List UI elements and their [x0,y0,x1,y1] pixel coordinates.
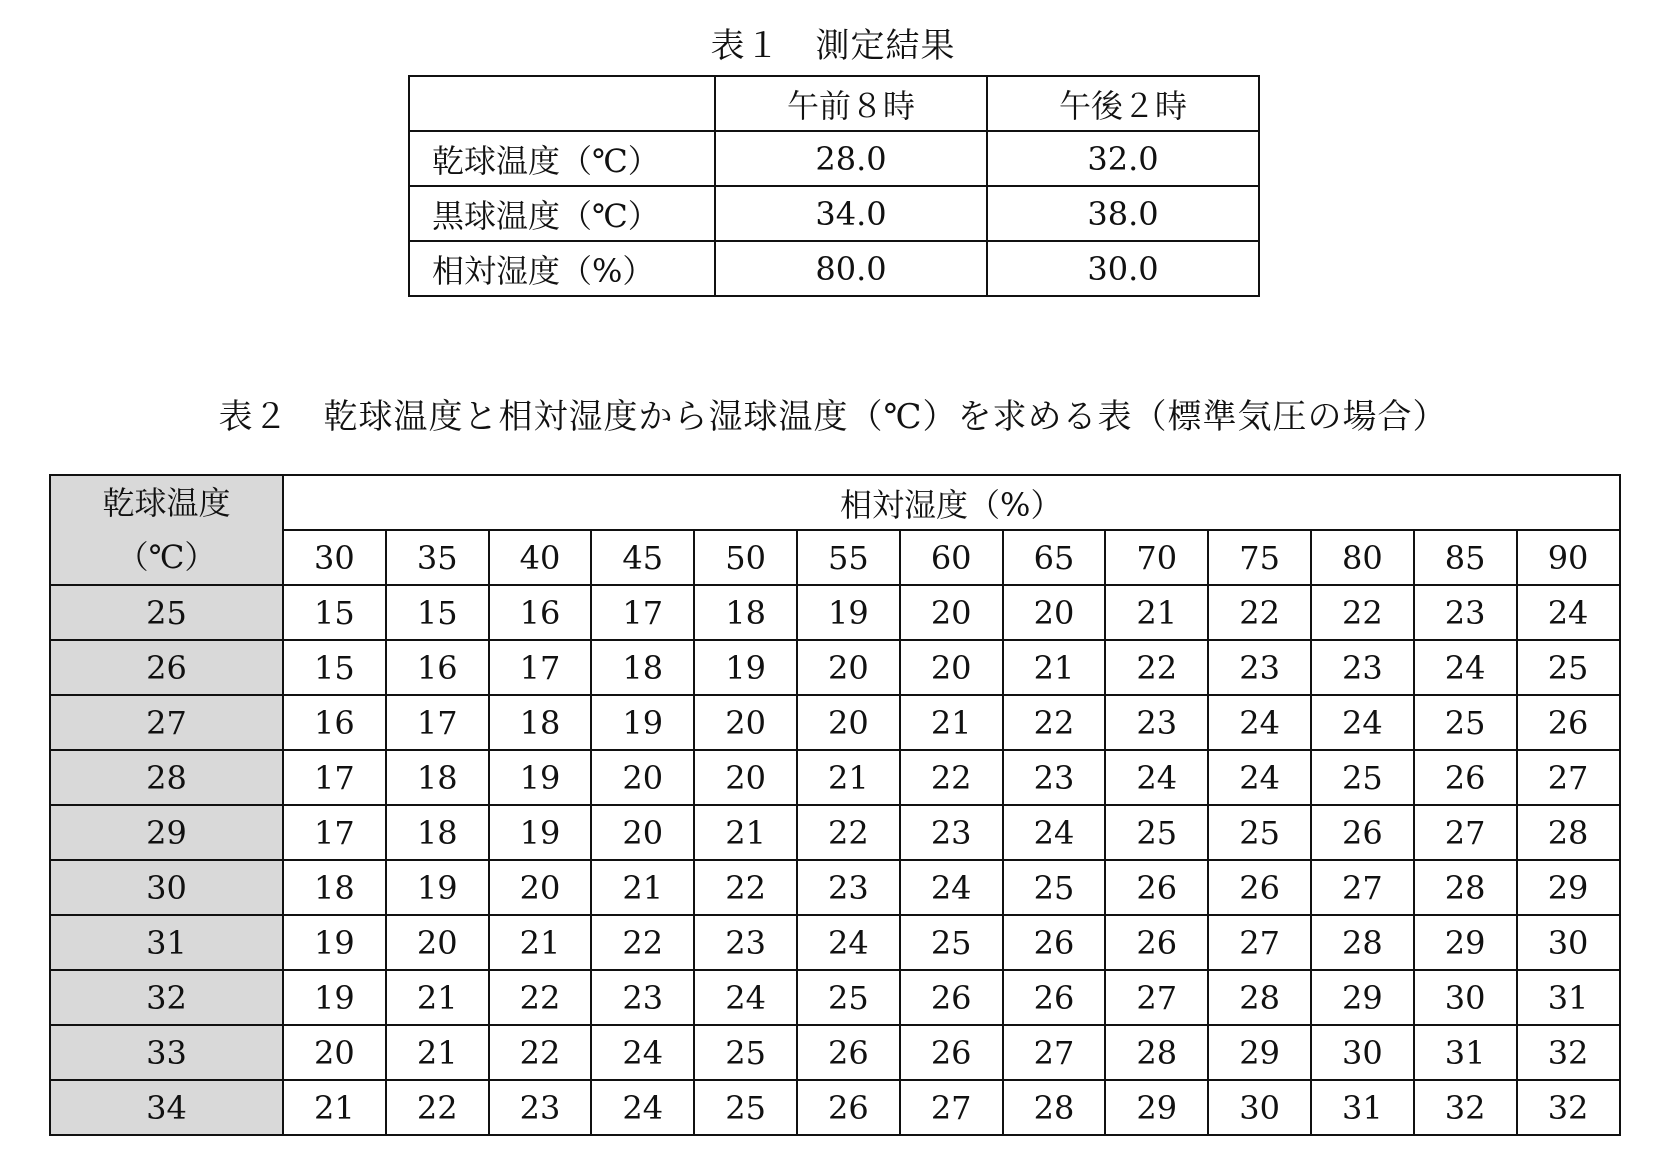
wet-bulb-cell: 23 [1311,640,1414,695]
wet-bulb-cell: 29 [1105,1080,1208,1135]
table1-cell: 30.0 [987,241,1259,296]
table1-row [409,241,1259,296]
table1-cell: 34.0 [715,186,987,241]
table1-row-label: 乾球温度（℃） [409,131,715,186]
wet-bulb-cell: 23 [1208,640,1311,695]
wet-bulb-cell: 22 [489,1025,592,1080]
table1-corner-cell [409,76,715,131]
wet-bulb-cell: 18 [591,640,694,695]
table-row [50,1080,1620,1135]
wet-bulb-cell: 16 [386,640,489,695]
wet-bulb-cell: 26 [1517,695,1620,750]
wet-bulb-cell: 26 [900,1025,1003,1080]
wet-bulb-cell: 19 [591,695,694,750]
wet-bulb-cell: 16 [283,695,386,750]
wet-bulb-cell: 24 [1311,695,1414,750]
wet-bulb-cell: 19 [694,640,797,695]
wet-bulb-cell: 19 [489,805,592,860]
wet-bulb-cell: 20 [386,915,489,970]
wet-bulb-cell: 25 [694,1025,797,1080]
wet-bulb-cell: 24 [591,1025,694,1080]
wet-bulb-cell: 23 [1105,695,1208,750]
table1-cell: 32.0 [987,131,1259,186]
wet-bulb-cell: 20 [283,1025,386,1080]
wet-bulb-cell: 28 [1208,970,1311,1025]
table1-row [409,186,1259,241]
wet-bulb-cell: 16 [489,585,592,640]
wet-bulb-cell: 15 [386,585,489,640]
wet-bulb-cell: 22 [1208,585,1311,640]
wet-bulb-cell: 31 [1517,970,1620,1025]
wet-bulb-cell: 25 [1003,860,1106,915]
dry-bulb-row-label: 33 [50,1025,283,1080]
humidity-column-header: 50 [694,530,797,585]
wet-bulb-cell: 26 [797,1080,900,1135]
wet-bulb-cell: 25 [900,915,1003,970]
wet-bulb-cell: 19 [489,750,592,805]
wet-bulb-cell: 26 [1105,860,1208,915]
wet-bulb-cell: 27 [1414,805,1517,860]
wet-bulb-cell: 32 [1517,1080,1620,1135]
wet-bulb-cell: 24 [1208,695,1311,750]
wet-bulb-cell: 24 [694,970,797,1025]
dry-bulb-row-label: 25 [50,585,283,640]
wet-bulb-cell: 22 [694,860,797,915]
wet-bulb-cell: 18 [386,750,489,805]
wet-bulb-cell: 21 [797,750,900,805]
wet-bulb-cell: 25 [1414,695,1517,750]
table1-column-header: 午後２時 [987,76,1259,131]
wet-bulb-cell: 18 [386,805,489,860]
wet-bulb-cell: 26 [900,970,1003,1025]
wet-bulb-cell: 26 [1003,970,1106,1025]
table-row [50,805,1620,860]
wet-bulb-cell: 25 [694,1080,797,1135]
wet-bulb-cell: 28 [1003,1080,1106,1135]
wet-bulb-cell: 23 [1414,585,1517,640]
wet-bulb-cell: 21 [900,695,1003,750]
wet-bulb-cell: 32 [1414,1080,1517,1135]
wet-bulb-cell: 24 [900,860,1003,915]
wet-bulb-cell: 22 [386,1080,489,1135]
wet-bulb-cell: 27 [1517,750,1620,805]
humidity-column-header: 90 [1517,530,1620,585]
wet-bulb-cell: 29 [1414,915,1517,970]
wet-bulb-cell: 22 [591,915,694,970]
table1-cell: 38.0 [987,186,1259,241]
humidity-column-header: 60 [900,530,1003,585]
measurement-results-table [408,75,1260,297]
wet-bulb-cell: 29 [1208,1025,1311,1080]
table-row [50,695,1620,750]
table-row [50,1025,1620,1080]
wet-bulb-cell: 23 [489,1080,592,1135]
wet-bulb-cell: 19 [283,970,386,1025]
wet-bulb-cell: 26 [1414,750,1517,805]
wet-bulb-cell: 15 [283,585,386,640]
wet-bulb-cell: 26 [797,1025,900,1080]
wet-bulb-cell: 20 [797,695,900,750]
humidity-column-header: 75 [1208,530,1311,585]
wet-bulb-cell: 27 [900,1080,1003,1135]
wet-bulb-cell: 21 [591,860,694,915]
wet-bulb-cell: 24 [1208,750,1311,805]
table1-row-label: 黒球温度（℃） [409,186,715,241]
wet-bulb-cell: 28 [1517,805,1620,860]
table2-caption: 表２ 乾球温度と相対湿度から湿球温度（℃）を求める表（標準気圧の場合） [218,397,1448,437]
wet-bulb-cell: 26 [1208,860,1311,915]
table1-row-label: 相対湿度（%） [409,241,715,296]
wet-bulb-cell: 32 [1517,1025,1620,1080]
dry-bulb-row-label: 34 [50,1080,283,1135]
dry-bulb-row-label: 27 [50,695,283,750]
humidity-column-header: 55 [797,530,900,585]
wet-bulb-cell: 28 [1311,915,1414,970]
table1-row [409,131,1259,186]
wet-bulb-cell: 20 [489,860,592,915]
wet-bulb-cell: 26 [1311,805,1414,860]
wet-bulb-cell: 21 [283,1080,386,1135]
wet-bulb-cell: 27 [1105,970,1208,1025]
table-row [50,585,1620,640]
wet-bulb-cell: 21 [489,915,592,970]
wet-bulb-cell: 27 [1003,1025,1106,1080]
wet-bulb-cell: 17 [283,805,386,860]
wet-bulb-cell: 24 [797,915,900,970]
wet-bulb-cell: 22 [1311,585,1414,640]
dry-bulb-row-label: 26 [50,640,283,695]
wet-bulb-cell: 22 [489,970,592,1025]
wet-bulb-cell: 23 [694,915,797,970]
table2-group-header-row [50,475,1620,530]
wet-bulb-cell: 18 [489,695,592,750]
wet-bulb-cell: 26 [1003,915,1106,970]
wet-bulb-cell: 31 [1414,1025,1517,1080]
wet-bulb-cell: 31 [1311,1080,1414,1135]
wet-bulb-cell: 22 [900,750,1003,805]
table2-corner-cell [50,475,283,585]
wet-bulb-cell: 26 [1105,915,1208,970]
table1-header-row [409,76,1259,131]
wet-bulb-cell: 30 [1208,1080,1311,1135]
humidity-columns-row [50,530,1620,585]
dry-bulb-row-label: 28 [50,750,283,805]
wet-bulb-cell: 20 [900,585,1003,640]
wet-bulb-cell: 24 [1414,640,1517,695]
dry-bulb-row-label: 31 [50,915,283,970]
wet-bulb-cell: 20 [591,805,694,860]
wet-bulb-cell: 29 [1311,970,1414,1025]
wet-bulb-cell: 17 [591,585,694,640]
wet-bulb-cell: 21 [386,970,489,1025]
table-row [50,970,1620,1025]
wet-bulb-cell: 21 [694,805,797,860]
humidity-column-header: 40 [489,530,592,585]
wet-bulb-cell: 27 [1311,860,1414,915]
humidity-column-header: 80 [1311,530,1414,585]
wet-bulb-cell: 19 [797,585,900,640]
wet-bulb-cell: 24 [1105,750,1208,805]
wet-bulb-cell: 28 [1105,1025,1208,1080]
table1-cell: 28.0 [715,131,987,186]
wet-bulb-cell: 18 [283,860,386,915]
table1-column-header: 午前８時 [715,76,987,131]
wet-bulb-cell: 29 [1517,860,1620,915]
wet-bulb-cell: 19 [283,915,386,970]
wet-bulb-cell: 20 [694,750,797,805]
wet-bulb-cell: 25 [1517,640,1620,695]
wet-bulb-cell: 22 [1105,640,1208,695]
table-row [50,750,1620,805]
wet-bulb-cell: 25 [1105,805,1208,860]
wet-bulb-cell: 22 [797,805,900,860]
corner-label-line1: 乾球温度 [102,484,231,522]
wet-bulb-cell: 28 [1414,860,1517,915]
wet-bulb-cell: 30 [1517,915,1620,970]
humidity-column-header: 35 [386,530,489,585]
dry-bulb-row-label: 29 [50,805,283,860]
wet-bulb-cell: 20 [1003,585,1106,640]
wet-bulb-cell: 27 [1208,915,1311,970]
wet-bulb-cell: 15 [283,640,386,695]
corner-label-line2: （℃） [116,538,217,576]
wet-bulb-cell: 17 [386,695,489,750]
wet-bulb-cell: 20 [694,695,797,750]
wet-bulb-cell: 20 [797,640,900,695]
wet-bulb-cell: 21 [1105,585,1208,640]
humidity-column-header: 65 [1003,530,1106,585]
wet-bulb-cell: 22 [1003,695,1106,750]
wet-bulb-cell: 21 [386,1025,489,1080]
wet-bulb-cell: 30 [1414,970,1517,1025]
humidity-column-header: 45 [591,530,694,585]
wet-bulb-cell: 17 [283,750,386,805]
humidity-column-header: 70 [1105,530,1208,585]
table-row [50,640,1620,695]
wet-bulb-cell: 23 [591,970,694,1025]
wet-bulb-cell: 23 [797,860,900,915]
wet-bulb-cell: 17 [489,640,592,695]
wet-bulb-cell: 25 [797,970,900,1025]
table1-cell: 80.0 [715,241,987,296]
humidity-column-header: 30 [283,530,386,585]
table-row [50,915,1620,970]
wet-bulb-cell: 30 [1311,1025,1414,1080]
wet-bulb-cell: 19 [386,860,489,915]
wet-bulb-cell: 24 [1003,805,1106,860]
table1-caption: 表１ 測定結果 [710,26,956,66]
wet-bulb-cell: 20 [591,750,694,805]
wet-bulb-cell: 23 [1003,750,1106,805]
wet-bulb-cell: 20 [900,640,1003,695]
dry-bulb-row-label: 32 [50,970,283,1025]
table-row [50,860,1620,915]
wet-bulb-cell: 23 [900,805,1003,860]
wet-bulb-cell: 25 [1311,750,1414,805]
dry-bulb-row-label: 30 [50,860,283,915]
humidity-column-header: 85 [1414,530,1517,585]
wet-bulb-cell: 25 [1208,805,1311,860]
wet-bulb-cell: 21 [1003,640,1106,695]
wet-bulb-lookup-table [49,474,1621,1136]
wet-bulb-cell: 24 [1517,585,1620,640]
humidity-group-header: 相対湿度（%） [283,475,1620,530]
wet-bulb-cell: 24 [591,1080,694,1135]
wet-bulb-cell: 18 [694,585,797,640]
